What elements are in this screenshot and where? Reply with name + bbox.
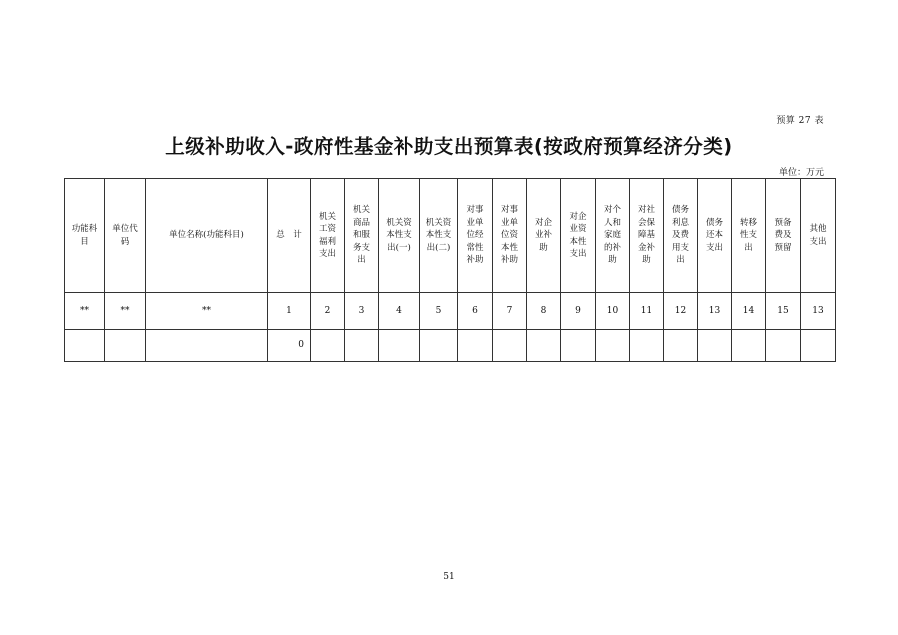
column-code: 9 [561, 293, 596, 330]
table-cell [630, 330, 664, 362]
column-code-row [65, 293, 836, 330]
table-cell [698, 330, 732, 362]
column-code: ** [65, 293, 105, 330]
column-header: 机关资 本性支 出(二) [420, 179, 458, 293]
table-cell [561, 330, 596, 362]
column-code: 13 [698, 293, 732, 330]
column-code: 3 [345, 293, 379, 330]
column-code: ** [146, 293, 268, 330]
column-header: 债务 利息 及费 用支 出 [664, 179, 698, 293]
form-number: 预算 27 表 [776, 116, 824, 126]
header-row [65, 179, 836, 293]
column-code: 10 [596, 293, 630, 330]
column-header: 债务 还本 支出 [698, 179, 732, 293]
column-header: 对企 业补 助 [527, 179, 561, 293]
table-cell [493, 330, 527, 362]
column-code: 1 [268, 293, 311, 330]
column-header: 对个 人和 家庭 的补 助 [596, 179, 630, 293]
column-header: 预备 费及 预留 [766, 179, 801, 293]
table-cell [766, 330, 801, 362]
table-cell [596, 330, 630, 362]
table-cell [458, 330, 493, 362]
column-header: 功能科 目 [65, 179, 105, 293]
column-header: 对事 业单 位资 本性 补助 [493, 179, 527, 293]
column-header: 机关 商品 和服 务支 出 [345, 179, 379, 293]
table-cell [105, 330, 146, 362]
table-cell [527, 330, 561, 362]
column-code: 13 [801, 293, 836, 330]
column-code: 2 [311, 293, 345, 330]
column-code: 14 [732, 293, 766, 330]
table-cell: 0 [268, 330, 311, 362]
column-header: 对事 业单 位经 常性 补助 [458, 179, 493, 293]
column-code: ** [105, 293, 146, 330]
column-code: 4 [379, 293, 420, 330]
table-cell [732, 330, 766, 362]
column-header: 机关 工资 福利 支出 [311, 179, 345, 293]
column-code: 11 [630, 293, 664, 330]
column-code: 8 [527, 293, 561, 330]
column-header: 机关资 本性支 出(一) [379, 179, 420, 293]
table-cell [146, 330, 268, 362]
column-code: 7 [493, 293, 527, 330]
table-row [65, 330, 836, 362]
column-header: 对企 业资 本性 支出 [561, 179, 596, 293]
page-title: 上级补助收入-政府性基金补助支出预算表(按政府预算经济分类) [165, 135, 733, 158]
budget-table [64, 178, 836, 362]
table-cell [311, 330, 345, 362]
column-code: 6 [458, 293, 493, 330]
table-cell [420, 330, 458, 362]
table-cell [379, 330, 420, 362]
column-code: 15 [766, 293, 801, 330]
column-header: 总 计 [268, 179, 311, 293]
table-cell [345, 330, 379, 362]
column-code: 5 [420, 293, 458, 330]
table-cell [801, 330, 836, 362]
table-cell [65, 330, 105, 362]
table-cell [664, 330, 698, 362]
unit-label: 单位：万元 [778, 168, 824, 178]
column-code: 12 [664, 293, 698, 330]
page-number: 51 [443, 572, 455, 582]
column-header: 对社 会保 障基 金补 助 [630, 179, 664, 293]
column-header: 转移 性支 出 [732, 179, 766, 293]
column-header: 单位代 码 [105, 179, 146, 293]
column-header: 其他 支出 [801, 179, 836, 293]
column-header: 单位名称(功能科目) [146, 179, 268, 293]
